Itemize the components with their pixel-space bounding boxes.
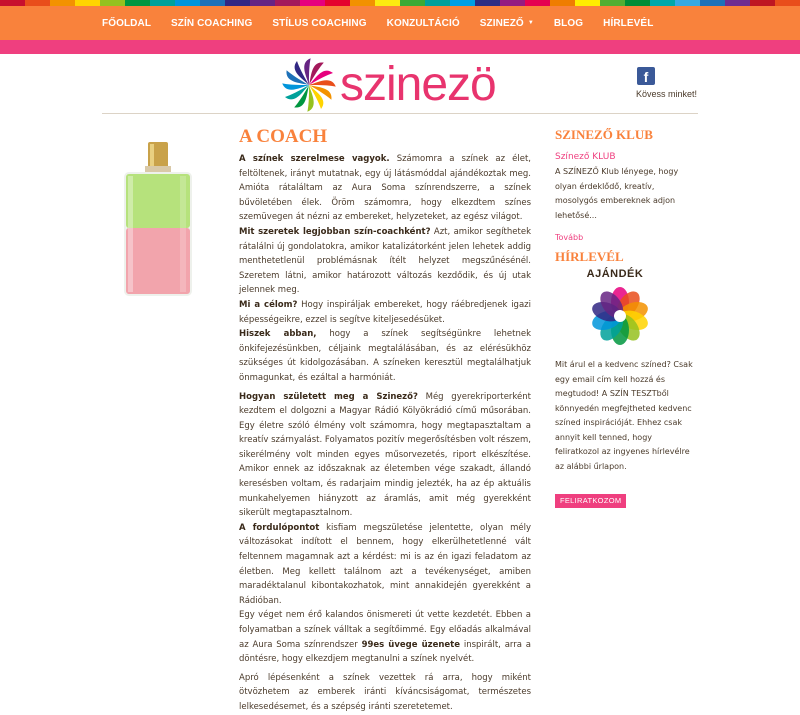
color-swirl-logo-icon [282,58,336,112]
bold-lead: Mi a célom? [239,299,298,310]
logo-wordmark: szinezö [340,58,496,111]
paragraph-text: inspirált, arra a döntésre, hogy elkezdjem megtanulni a színek nyelvét. [239,639,532,665]
read-more-link[interactable]: Tovább [555,233,584,242]
bold-lead: 99es üvege üzenete [361,639,461,650]
bold-lead: Mit szeretek legjobban szín-coachként? [239,226,431,237]
nav-item-label: FŐOLDAL [102,17,152,29]
follow-us-link[interactable]: Kövess minket! [636,89,698,99]
klub-text: A SZÍNEZŐ Klub lényege, hogy olyan érdeklődő, kreatív, mosolygós embereknek adjon lehetősé... [555,167,679,220]
paragraph-text: Azt, amikor segíthetek rátalálni új gondolatokra, amikor katalizátorként jelen lehetek addig menthetetlenül problémásnak ítélt helyzet megszűnésénél. Szeretem látni, amikor határozott változás kezdődik, és új utak jelennek meg. [239,226,531,296]
aura-soma-bottle-image [120,140,196,300]
nav-item-label: SZINEZŐ [479,17,524,29]
pink-divider-bar [0,40,800,54]
paragraph-belief [239,327,531,385]
paragraph-goal [239,298,531,327]
paragraph-text: hogy a színek segítségünkre lehetnek önkifejezésünkben, céljaink megtalálásában, és az elérésükhöz szükséges út kidolgozásában. A színeken keresztül megtalálhatjuk önmagunkat, és ezáltal a harmóniát. [239,329,531,383]
bold-lead: A színek szerelmese vagyok. [239,154,390,164]
nav-item-label: HÍRLEVÉL [603,17,654,29]
paragraph-text: Még gyerekriporterként kezdtem el dolgozni a Magyar Rádió Kölyökrádió című műsorában. Egy életre szóló élmény volt számomra, hogy megtapasztaltam a kreatív szárnyalást. Folyamatos pozitív megerősítésben volt részem, sikerélmény volt minden egyes műsorvezetés, riport elkészítése. Amikor ennek az időszaknak az életemben vége szakadt, állandó keresésben voltam, és radarjaim mindig jelezték, ha az ép aktuális munkahelyemen hiányzott az áramlás, amit még gyerekként sikerült megtapasztalnom. [239,391,531,519]
bold-lead: Hiszek abban, [239,329,317,340]
bold-lead: Hogyan született meg a Szinező? [239,391,418,402]
klub-link[interactable]: Színező KLUB [555,152,616,162]
nav-item[interactable] [171,18,252,29]
paragraph-text: kisfiam megszületése jelentette, olyan mély változásokat indított el bennem, hogy elkerülhetetlenné vált feltennem magamnak azt a kérdést: mi is az én igazi feladatom az életben. Meg kellett találnom azt a tevékenységet, amiben maradéktalanul kibontakozhatok, mint annakidején gyerekként a Rádióban. [239,522,531,606]
nav-item[interactable] [480,18,534,29]
paragraph-favorite [239,225,531,298]
nav-item[interactable] [387,18,460,29]
article-title: A COACH [239,126,328,147]
facebook-icon[interactable]: f [637,67,655,85]
subscribe-button[interactable]: FELIRATKOZOM [555,494,626,508]
paragraph-text: Számomra a színek az élet, feltöltenek, irányt mutatnak, egy új látásmóddal ajándékoztak meg. Amióta rátaláltam az Aura Soma színrendszerre, a színek bűvöletében élek. Öröm számomra, hogy elkezdtem színes szemüvegen át nézni az embereket, helyzeteket, az egész világot. [239,154,531,223]
nav-item-label: KONZULTÁCIÓ [386,17,460,29]
newsletter-text: Mit árul el a kedvenc színed? Csak egy email cím kell hozzá és megtudod! A SZÍN TESZTből könnyedén megfejtheted kedvenc színed inspirációját. Ehhez csak annyit kell tenned, hogy feliratkozol az ingyenes hírlevélre az alábbi űrlapon. [555,360,693,471]
header-divider [102,113,698,114]
sidebar [555,127,697,265]
paragraph-intro [239,152,531,225]
nav-item[interactable] [102,18,151,29]
color-flower-icon [588,284,652,348]
bold-lead: A fordulópontot [239,522,320,533]
paragraph-turning-point [239,521,531,609]
coach-article [239,127,531,715]
nav-item[interactable] [603,18,653,29]
paragraph-text: Egy véget nem érő kalandos önismereti út vette kezdetét. Ebben a folyamatban a színek válltak a segítőimmé. Egy előadás alkalmával az Aura Soma színrendszer [239,610,531,650]
paragraph-origin [239,390,531,521]
chevron-down-icon: ▼ [527,20,534,26]
gift-title: AJÁNDÉK [586,268,644,280]
paragraph-steps: Apró lépésenként a színek vezettek rá arra, hogy miként ötvözhetem az emberek iránti kíváncsiságomat, természetes lelkesedésemet, és a szépség iránti szeretetemet. [239,672,531,712]
paragraph-text: Hogy inspiráljak embereket, hogy ráébredjenek igazi képességeikre, ezzel is segítve kiteljesedésüket. [239,299,531,325]
nav-item-label: STÍLUS COACHING [272,17,367,29]
paragraph-journey [239,608,531,666]
nav-item[interactable] [554,18,583,29]
main-navigation [0,6,800,40]
site-logo[interactable] [282,58,496,112]
nav-item-label: BLOG [553,17,584,29]
nav-item-label: SZÍN COACHING [171,17,253,29]
nav-item[interactable] [272,18,366,29]
hirlevel-heading: HÍRLEVÉL [555,249,624,264]
klub-heading: SZINEZŐ KLUB [555,127,653,142]
gift-block [555,268,697,348]
